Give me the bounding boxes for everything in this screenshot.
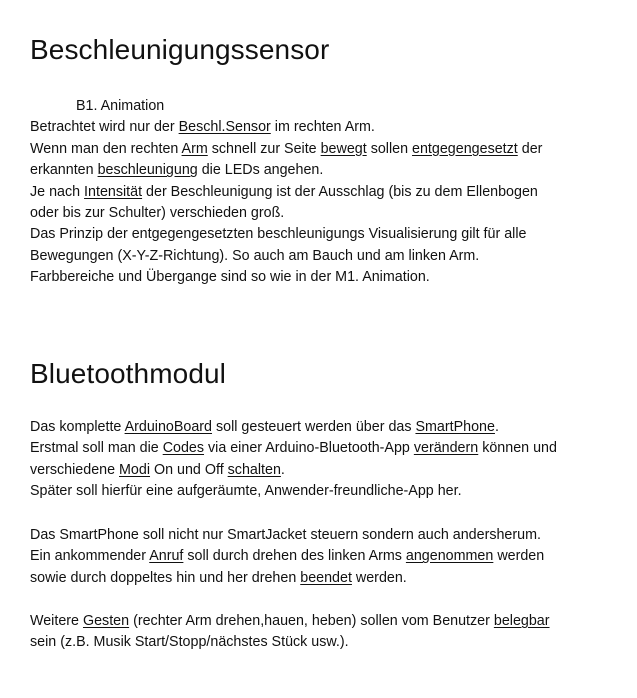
underlined-term: Beschl.Sensor — [178, 119, 271, 136]
underlined-term: ArduinoBoard — [124, 419, 213, 435]
subheading-b1-animation: B1. Animation — [76, 98, 165, 114]
paragraph-line: erkannten beschleunigung die LEDs angehen. — [30, 162, 324, 179]
paragraph-line: sowie durch doppeltes hin und her drehen beendet werden. — [30, 569, 407, 586]
underlined-term: Gesten — [82, 613, 130, 629]
paragraph-line: Wenn man den rechten Arm schnell zur Seite bewegt sollen entgegengesetzt der — [30, 140, 543, 157]
paragraph-line: Das komplette ArduinoBoard soll gesteuert werden über das SmartPhone. — [30, 419, 499, 435]
paragraph-line: Betrachtet wird nur der Beschl.Sensor im rechten Arm. — [30, 119, 375, 136]
paragraph-line: Ein ankommender Anruf soll durch drehen des linken Arms angenommen werden — [30, 548, 545, 565]
paragraph-line: verschiedene Modi On und Off schalten. — [30, 461, 285, 478]
underlined-term: Modi — [119, 461, 151, 478]
paragraph-call-handling — [30, 525, 544, 589]
underlined-term: angenommen — [405, 548, 494, 565]
paragraph-line: Das Prinzip der entgegengesetzten beschleunigungs Visualisierung gilt für alle — [30, 226, 527, 243]
underlined-term: verändern — [413, 440, 479, 457]
section-heading-bluetoothmodul: Bluetoothmodul — [30, 358, 226, 389]
paragraph-line: sein (z.B. Musik Start/Stopp/nächstes Stück usw.). — [30, 634, 349, 651]
section-heading-beschleunigungssensor: Beschleunigungssensor — [30, 34, 330, 65]
underlined-term: entgegengesetzt — [412, 140, 518, 157]
underlined-term: SmartPhone — [415, 419, 495, 435]
underlined-term: Intensität — [84, 183, 143, 200]
underlined-term: belegbar — [493, 613, 550, 629]
paragraph-line: Je nach Intensität der Beschleunigung ist der Ausschlag (bis zu dem Ellenbogen — [30, 183, 538, 200]
paragraph-arduino-control — [30, 417, 557, 503]
underlined-term: Arm — [181, 140, 208, 157]
paragraph-line: Weitere Gesten (rechter Arm drehen,hauen, heben) sollen vom Benutzer belegbar — [30, 613, 550, 629]
paragraph-line: Das SmartPhone soll nicht nur SmartJacket steuern sondern auch andersherum. — [30, 527, 541, 543]
section-body-beschleunigungssensor — [30, 96, 542, 289]
underlined-term: Anruf — [149, 548, 184, 565]
paragraph-gestures — [30, 611, 550, 654]
underlined-term: beendet — [300, 569, 352, 586]
underlined-term: beschleunigung — [97, 162, 198, 179]
paragraph-line: Bewegungen (X-Y-Z-Richtung). So auch am Bauch und am linken Arm. — [30, 247, 480, 264]
paragraph-line: Erstmal soll man die Codes via einer Arduino-Bluetooth-App verändern können und — [30, 440, 557, 457]
underlined-term: bewegt — [320, 140, 367, 157]
paragraph-line: oder bis zur Schulter) verschieden groß. — [30, 205, 285, 222]
underlined-term: Codes — [162, 440, 205, 457]
paragraph-line: Später soll hierfür eine aufgeräumte, Anwender-freundliche-App her. — [30, 483, 462, 500]
underlined-term: schalten — [227, 461, 281, 478]
paragraph-line: Farbbereiche und Übergange sind so wie in der M1. Animation. — [30, 269, 430, 286]
